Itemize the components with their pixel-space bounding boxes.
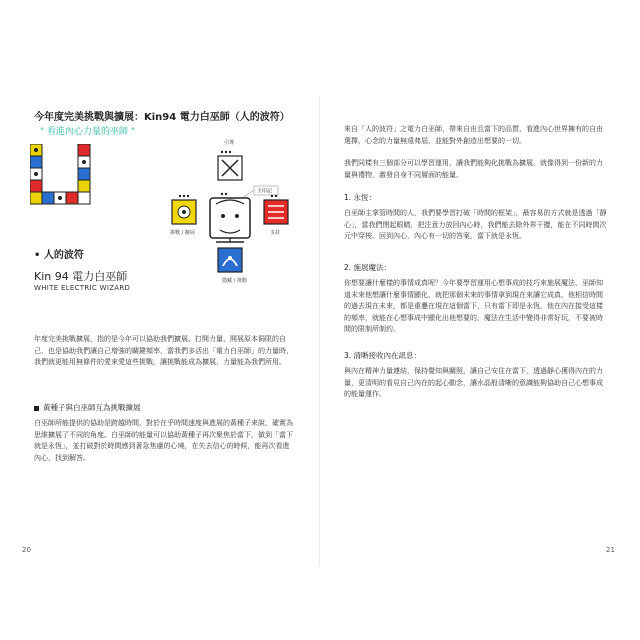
right-page — [320, 96, 640, 566]
kin-title: Kin 94 電力白巫師 — [34, 270, 128, 283]
item-3-title: 3. 清晰接收內在訊息： — [344, 351, 422, 360]
wavespell-label: • 人的波符 — [34, 250, 84, 261]
main-label: 主印記 — [257, 188, 273, 195]
left-paragraph-1: 年度完美挑戰擴展，指的是今年可以協助我們擴展、打開力量、開展原本侷限的自己，也是協助我們讓自己增強的關鍵頻率，當我們多活出「電力白巫師」的力量時，我們就更能用無條件的愛來愛這些挑戰，讓挑戰能成為擴展，力量能為我們所用。 — [34, 335, 293, 366]
square-bullet-icon — [34, 406, 39, 411]
right-paragraph-2: 我們同樣有三個部分可以學習運用，讓我們能夠化挑戰為擴展，就像得到一份新的力量與禮物，激發自身不同層面的能量。 — [344, 159, 603, 179]
kin-subtitle: WHITE ELECTRIC WIZARD — [34, 284, 131, 292]
page-subheading: " 看進內心力量的巫師 " — [40, 127, 136, 137]
challenge-label: 挑戰 / 擴展 — [170, 230, 195, 236]
page-number-left: 20 — [22, 546, 31, 554]
item-1-title: 1. 永恆： — [344, 193, 377, 202]
section-title: 黃種子與白巫師互為挑戰擴展 — [34, 402, 141, 413]
wavespell-glyph-illustration — [30, 144, 100, 206]
hidden-label: 隱藏 / 推動 — [222, 278, 247, 284]
oracle-diagram — [160, 132, 310, 292]
left-page — [0, 96, 320, 566]
page-number-right: 21 — [606, 546, 615, 554]
left-paragraph-2: 白巫師所能提供的協助是跨越時間，對於在乎時間速度與進展的黃種子來說，確實為思維擴展了不同的角度。白巫師的能量可以協助黃種子再次聚焦於當下，做到「當下就是永恆」，並打破對於時間感到著急焦慮的心境，在失去信心的時候，能再次看進內心，找到解答。 — [34, 419, 293, 462]
guide-label: 引導 — [224, 140, 235, 146]
item-2-body: 你想要讓什麼樣的事情成真呢？今年要學習運用心想事成的技巧來施展魔法，巫師知道未來他想讓什麼事情顯化，就把那個未來的事情拿到現在來讓它成真，他相信時間的過去現在未來，都是重疊在現在這個當下，只有當下即是永恆，他在內在接受這樣的頻率，就能在心想事成中顯化出他想要的，魔法在生活中變得非常好玩，不要被時間的限制所制約。 — [344, 279, 603, 333]
support-label: 支持 — [270, 230, 281, 236]
item-1-body: 白巫師主掌管時間的人，我們要學習打破「時間的框架」，最容易的方式就是透過「靜心」，當我們閉起眼睛，把注意力放回內心時，我們能去除外界干擾，能在不同時間次元中穿梭。回到內心，內心有一切的答案，當下就是永恆。 — [344, 209, 607, 240]
item-2-title: 2. 施展魔法： — [344, 263, 392, 272]
page-heading: 今年度完美挑戰與擴展：Kin94 電力白巫師（人的波符） — [34, 112, 290, 123]
item-3-body: 與內在精神力量連結，保持覺知與關照，讓自己安住在當下，透過靜心獲得內在的力量，更清明的看見自己內在的起心動念，讓水晶般清晰的意識能夠協助自己心想事成的能量運作。 — [344, 367, 603, 398]
right-paragraph-1: 來自「人的波符」之電力白巫師，帶來自由且當下的品質，看進內心世界擁有的自由選擇，心念的力量無遠弗屆，並能對外創造出想要的一切。 — [344, 125, 603, 145]
